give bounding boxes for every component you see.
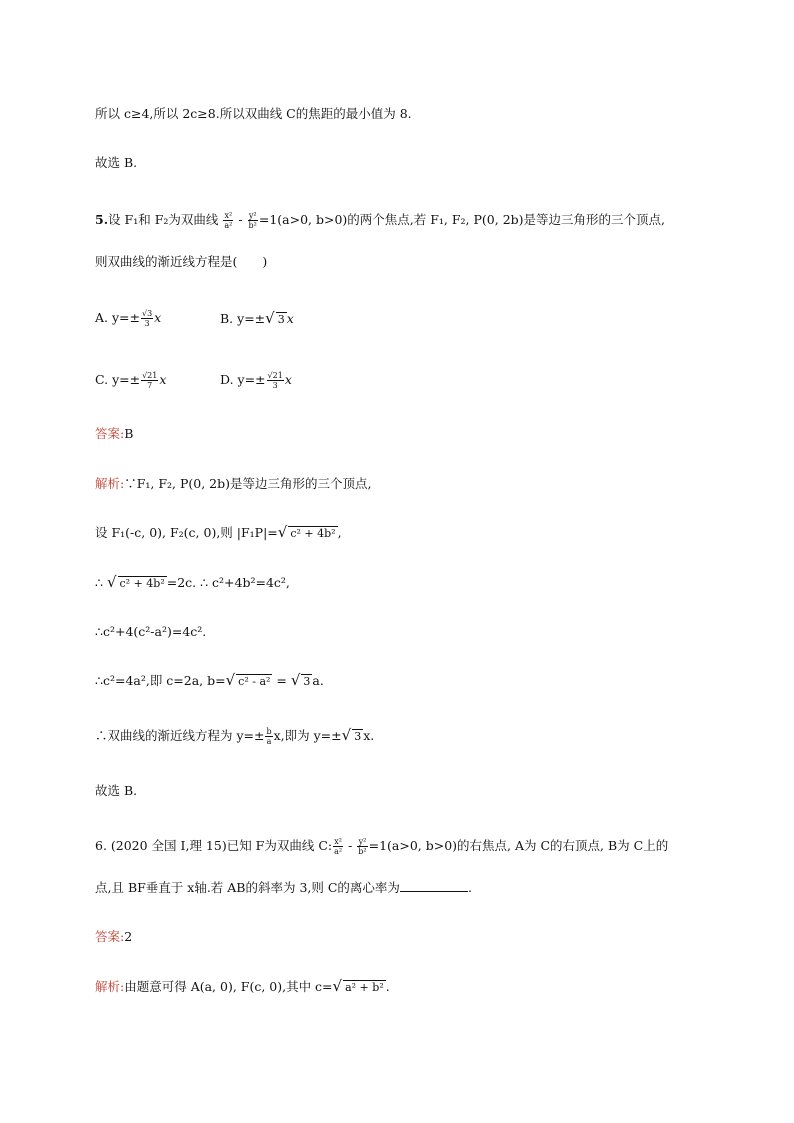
option-c: C. y=± $\frac{√21}{7}$ x [95,371,167,390]
solution-5-line-3: ∴ √ c² + 4b² =2c. ∴ c²+4b²=4c², [95,573,290,591]
solution-5-line-5: ∴c²=4a²,即 c=2a, b=√ c² - a² = √ 3 a. [95,671,324,689]
option-d: D. y=± $\frac{√21}{3}$ x [220,371,292,390]
solution-5-line-1: 解析:∵F₁, F₂, P(0, 2b)是等边三角形的三个顶点, [95,476,372,491]
question-5-line-1: 5.设 F₁和 F₂为双曲线 $\frac{\text{x²}}{\text{a²}}$ - $\frac{\text{y²}}{\text{b²}}$ =1(a>0, b>0)的两个焦点,若 F₁, F₂, P(0, 2b)是等边三角形的三个顶点, [95,211,665,230]
answer-6: 答案:2 [95,929,133,944]
text: 设 F₁和 F₂为双曲线 [108,212,219,227]
option-a: A. y=± $\frac{√3}{3}$ x [95,309,162,328]
solution-5-line-6: ∴双曲线的渐近线方程为 y=± $\frac{b}{a}$ x,即为 y=±√ 3 x. [95,726,375,746]
solution-tag: 解析: [95,979,125,994]
answer-tag: 答案: [95,426,125,441]
text: 则双曲线的渐近线方程是( ) [95,254,268,269]
solution-tag: 解析: [95,476,125,491]
question-5-line-2 [95,252,267,272]
question-6-line-2: 点,且 BF垂直于 x轴.若 AB的斜率为 3,则 C的离心率为 . [95,880,472,895]
question-number: 5. [95,212,109,227]
option-b: B. y=±√ 3 x [220,309,294,327]
answer-5: 答案:B [95,426,134,441]
fraction: $\frac{\text{y²}}{\text{b²}}$ [248,211,257,230]
text: 故选 B. [95,155,138,170]
solution-5-line-4: ∴c²+4(c²-a²)=4c². [95,624,207,639]
text-line [95,153,137,173]
question-6-line-1: 6. (2020 全国 Ⅰ,理 15)已知 F为双曲线 C: $\frac{\text{x²}}{\text{a²}}$ - $\frac{\text{y²}}{\text{b²}}$ =1(a>0, b>0)的右焦点, A为 C的右顶点, B为 C上的 [95,837,669,856]
solution-5-line-2: 设 F₁(-c, 0), F₂(c, 0),则 |F₁P|=√ c² + 4b² , [95,523,342,541]
answer-tag: 答案: [95,929,125,944]
text: 所以 c≥4,所以 2c≥8.所以双曲线 C的焦距的最小值为 8. [95,106,412,121]
text: =1(a>0, b>0)的两个焦点,若 F₁, F₂, P(0, 2b)是等边三角形的三个顶点, [258,212,665,227]
fraction: $\frac{\text{x²}}{\text{a²}}$ [224,211,233,230]
solution-6-line-1: 解析:由题意可得 A(a, 0), F(c, 0),其中 c=√ a² + b² . [95,977,390,995]
solution-5-end: 故选 B. [95,783,138,798]
answer-blank [400,879,468,892]
text-line [95,104,412,124]
